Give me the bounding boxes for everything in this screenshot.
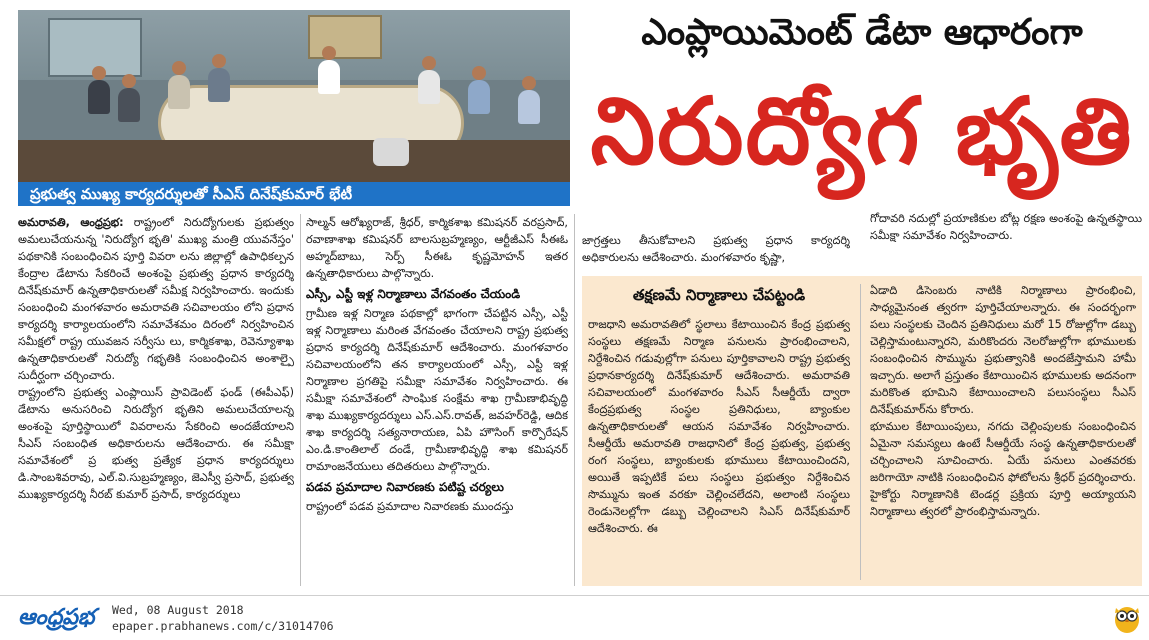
column-divider <box>860 284 861 580</box>
footer-divider <box>0 595 1149 596</box>
edition-info <box>112 602 334 634</box>
paragraph: రాష్ట్రంలో పడవ ప్రమాదాల నివారణకు ముందస్తు <box>306 500 514 513</box>
photo-caption: ప్రభుత్వ ముఖ్య కార్యదర్శులతో సీఎస్ దినేష్‌కుమార్ భేటీ <box>18 182 570 206</box>
attendee-head <box>472 66 486 80</box>
article-column-4-top <box>870 210 1142 262</box>
conference-camera <box>373 138 409 166</box>
attendee <box>468 80 490 114</box>
article-column-2 <box>306 214 568 592</box>
epaper-url[interactable]: epaper.prabhanews.com/c/31014706 <box>112 619 334 633</box>
paragraph: గోదావరి నదుల్లో ప్రయాణికుల బోట్ల రక్షణ అంశంపై ఉన్నతస్థాయి సమీక్షా సమావేశం నిర్వహించారు. <box>870 212 1142 242</box>
attendee <box>118 88 140 122</box>
photo-floor <box>18 140 570 182</box>
owl-icon <box>1112 602 1142 634</box>
edition-date: Wed, 08 August 2018 <box>112 603 244 617</box>
attendee <box>168 75 190 109</box>
dateline: అమరావతి, ఆంధ్రప్రభ: <box>18 216 124 229</box>
paragraph: రాజధాని అమరావతిలో స్థలాలు కేటాయించిన కేంద్ర ప్రభుత్వ సంస్థలు తక్షణమే నిర్మాణ పనులను ప్రారంభించాలని, నిర్దేశించిన గడువుల్లోగా పనులు పూర్తికావాలని రాష్ట్ర ప్రభుత్వ ప్రధానకార్యదర్శి దినేష్‌కుమార్ ఆదేశించారు. అమరావతి సచివాలయంలో మంగళవారం సీఎస్ సీఆర్డీయే ద్వారా కేంద్రప్రభుత్వ సంస్థల ప్రతినిధులు, బ్యాంకుల ఉన్నతాధికారులతో ఆయన సమావేశం నిర్వహించారు. సీఆర్డీయే అమరావతి రాజధానిలో కేంద్ర ప్రభుత్వ, ప్రభుత్వ రంగ సంస్థలు, బ్యాంకులకు భూములు కేటాయించిందని, అయితే ఇప్పటికే పలు సంస్థలు ప్రభుత్వం నిర్దేశించిన సొమ్మును ఇంత వరకూ చెల్లించలేదని, అలాంటి సంస్థలు రెండునెలల్లోగా డబ్బు చెల్లించాలని సిఎస్ దినేష్‌కుమార్ ఆదేశించారు. ఈ <box>588 318 850 535</box>
attendee-head <box>122 74 136 88</box>
paragraph: రాష్ట్రంలో నిరుద్యోగులకు ప్రభుత్వం అమలుచేయనున్న 'నిరుద్యోగ భృతి' ముఖ్య మంత్రి యువనేస్తం' పథకానికి సంబంధించిన పూర్తి వివరా లను జిల్లాల్లో ఉపాధికల్పన కేంద్రాల డేటాను సేకరించే అంశంపై ప్రభుత్వ ప్రధాన కార్యదర్శి దినేష్‌కుమార్ ఉన్నతాధికారులతో సమీక్ష నిర్వహించారు. ఇందుకు సంబంధించి మంగళవారం అమరావతి సచివాలయం లోని ప్రధాన కార్యదర్శి కార్యాలయంలోని సమావేశమం దిరంలో నిర్వహించిన సమీక్షలో రాష్ట్ర యువజన సర్వీసు లు, కార్మికశాఖ, రెవెన్యూశాఖ ఉన్నతాధికారులతో నిరుద్యో గభృతికి సంబంధించిన అంశాల్పై సుదీర్ఘంగా చర్చించారు. <box>18 216 294 382</box>
photo-wall-panel <box>308 15 382 59</box>
paragraph: సాల్మన్ ఆరోఖ్యరాజ్, శ్రీధర్, కార్మికశాఖ కమిషనర్ వరప్రసాద్, రవాణాశాఖ కమిషనర్ బాలసుబ్రహ్మణ్యం, ఆర్టీజీఎస్ సీఈఓ అహ్మద్‌బాబు, సెర్ప్ సీఈఓ కృష్ణమోహన్ ఇతర ఉన్నతాధికారులు పాల్గొన్నారు. <box>306 216 568 280</box>
paragraph: రాష్ట్రంలోని ప్రభుత్వ ఎంప్లాయిస్ ప్రావిడెంట్ ఫండ్ (ఈపీఎఫ్) డేటాను అనుసరించి నిరుద్యోగ భృతిని అమలుచేయాలన్న అంశంపై పూర్తిస్థాయిలో వివరాలను సేకరించి అందజేయాలని సీఎస్ సంబంధిత అధికారులను ఆదేశించారు. ఈ సమీక్షా సమావేశంలో ప్ర భుత్వ ప్రత్యేక ప్రధాన కార్యదర్శులు డి.సాంబశివరావు, ఎల్.వి.సుబ్రహ్మణ్యం, జెఎస్వీ ప్రసాద్, ప్రభుత్వ ముఖ్యకార్యదర్శి నీరబ్ కుమార్ ప్రసాద్, కార్యదర్శులు <box>18 386 294 501</box>
attendee-head <box>212 54 226 68</box>
paragraph: ఏడాది డిసెంబరు నాటికి నిర్మాణాలు ప్రారంభించి, సాధ్యమైనంత త్వరగా పూర్తిచేయాలన్నారు. ఈ సందర్భంగా పలు సంస్థలకు చెందిన ప్రతినిధులు మరో 15 రోజుల్లోగా డబ్బు చెల్లిస్తామంటున్నారని, మరికొందరు నెలరోజుల్లోగా భూములకు సంబంధించిన సొమ్మును ప్రభుత్వానికి అందజేస్తామని హామీ ఇచ్చారు. అలాగే ప్రస్తుతం కేటాయించిన భూములకు అదనంగా మరికొంత భూమిని కేటాయించాలని పలుసంస్థలు సీఎస్ దినేష్‌కుమార్‌ను కోరారు. <box>870 284 1136 416</box>
attendee-head <box>422 56 436 70</box>
box-column-1 <box>588 316 850 584</box>
attendee <box>318 60 340 94</box>
headline-title: నిరుద్యోగ భృతి <box>590 78 1134 185</box>
paragraph: జాగ్రత్తలు తీసుకోవాలని ప్రభుత్వ ప్రధాన కార్యదర్శి అధికారులను ఆదేశించారు. మంగళవారం కృష్ణా, <box>582 234 850 264</box>
attendee-head <box>522 76 536 90</box>
column-divider <box>300 214 301 586</box>
subheading: ఎస్సీ, ఎస్టీ ఇళ్ల నిర్మాణాలు వేగవంతం చేయండి <box>306 287 521 301</box>
attendee <box>418 70 440 104</box>
subheading: పడవ ప్రమాదాల నివారణకు పటిష్ట చర్యలు <box>306 480 504 494</box>
paragraph: భూముల కేటాయింపులు, నగదు చెల్లింపులకు సంబంధించిన ఏమైనా సమస్యలు ఉంటే సీఆర్డీయే సంస్థ ఉన్నతాధికారులతో చర్చించాలని సూచించారు. ఏయే పనులు ఎంతవరకు జరిగాయో నాటికి సంబంధించిన ఫోటోలను శ్రీధర్ ప్రదర్శించారు. హైకోర్టు నిర్మాణానికి టెండర్ల ప్రక్రియ పూర్తి అయ్యాయని నిర్మాణాలు త్వరలో ప్రారంభిస్తామన్నారు. <box>870 420 1136 518</box>
attendee <box>518 90 540 124</box>
article-column-1 <box>18 214 294 592</box>
meeting-photo <box>18 10 570 182</box>
headline-kicker: ఎంప్లాయిమెంట్ డేటా ఆధారంగా <box>641 12 1083 53</box>
article-column-3-top <box>582 232 850 272</box>
paragraph: గ్రామీణ ఇళ్ల నిర్మాణ పథకాల్లో భాగంగా చేపట్టిన ఎస్సీ, ఎస్టీ ఇళ్ల నిర్మాణాలు మరింత వేగవంతం చేయాలని రాష్ట్ర ప్రభుత్వ ప్రధాన కార్యదర్శి దినేష్‌కుమార్ ఆదేశించారు. మంగళవారం సచివాలయంలోని తన కార్యాలయంలో ఎస్సీ, ఎస్టీ ఇళ్ల నిర్మాణాల ప్రగతిపై సమీక్షా సమావేశం నిర్వహించారు. ఈ సమీక్షా సమావేశంలో సాంఘిక సంక్షేమ శాఖ గ్రామీణాభివృద్ధి శాఖ ముఖ్యకార్యదర్శులు ఎస్.ఎస్.రావత్, జవహర్‌రెడ్డి, ఆదిక శాఖ కార్యదర్శి సత్యనారాయణ, ఏపి హౌసింగ్ కార్పొరేషన్ ఎం.డి.కాంతిలాల్ దండే, గ్రామీణాభివృద్ధి శాఖ కమిషనర్ రామాంజనేయులు తదితరులు పాల్గొన్నారు. <box>306 307 568 473</box>
attendee <box>88 80 110 114</box>
column-divider <box>574 214 575 586</box>
attendee-head <box>172 61 186 75</box>
attendee-head <box>92 66 106 80</box>
attendee <box>208 68 230 102</box>
box-column-2 <box>870 282 1136 582</box>
newspaper-logo: ఆంధ్రప్రభ <box>18 605 95 630</box>
box-heading: తక్షణమే నిర్మాణాలు చేపట్టండి <box>632 286 806 304</box>
attendee-head <box>322 46 336 60</box>
